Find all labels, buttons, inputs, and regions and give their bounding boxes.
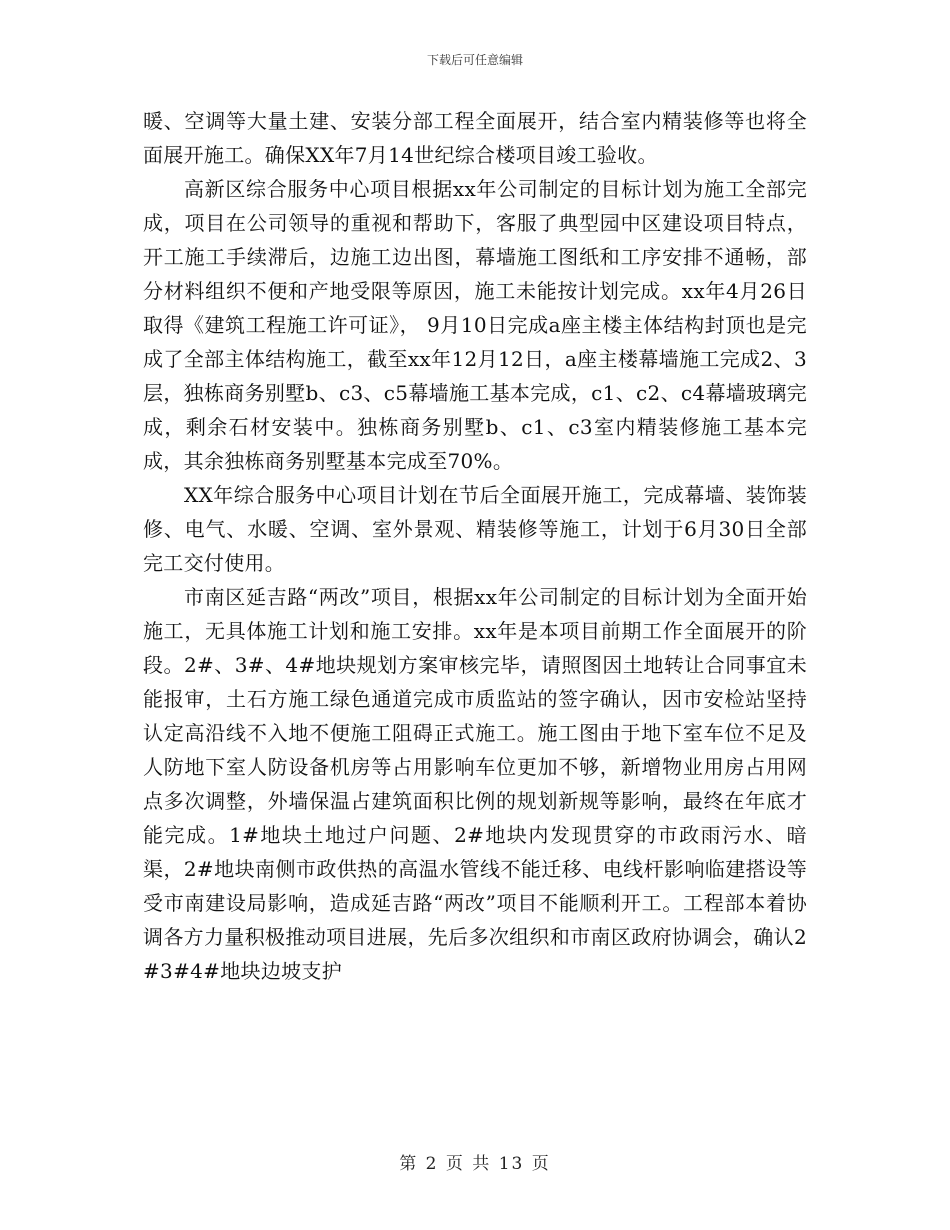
paragraph: 暖、空调等大量土建、安装分部工程全面展开，结合室内精装修等也将全面展开施工。确保XX年7月14世纪综合楼项目竣工验收。 [143,109,807,167]
document-body [143,104,807,988]
page-header-note: 下载后可任意编辑 [426,53,523,67]
paragraph: 市南区延吉路“两改”项目，根据xx年公司制定的目标计划为全面开始施工，无具体施工计划和施工安排。xx年是本项目前期工作全面展开的阶段。2#、3#、4#地块规划方案审核完毕，请照图因土地转让合同事宜未能报审，土石方施工绿色通道完成市质监站的签字确认，因市安检站坚持认定高沿线不入地不便施工阻碍正式施工。施工图由于地下室车位不足及人防地下室人防设备机房等占用影响车位更加不够，新增物业用房占用网点多次调整，外墙保温占建筑面积比例的规划新规等影响，最终在年底才能完成。1#地块土地过户问题、2#地块内发现贯穿的市政雨污水、暗渠，2#地块南侧市政供热的高温水管线不能迁移、电线杆影响临建搭设等受市南建设局影响，造成延吉路“两改”项目不能顺利开工。工程部本着协调各方力量积极推动项目进展，先后多次组织和市南区政府协调会，确认2#3#4#地块边坡支护 [143,585,807,983]
paragraph: XX年综合服务中心项目计划在节后全面展开施工，完成幕墙、装饰装修、电气、水暖、空调、室外景观、精装修等施工，计划于6月30日全部完工交付使用。 [143,483,807,575]
page-number: 第 2 页 共 13 页 [399,1154,551,1174]
paragraph: 高新区综合服务中心项目根据xx年公司制定的目标计划为施工全部完成，项目在公司领导的重视和帮助下，客服了典型园中区建设项目特点，开工施工手续滞后，边施工边出图，幕墙施工图纸和工序安排不通畅，部分材料组织不便和产地受限等原因，施工未能按计划完成。xx年4月26日取得《建筑工程施工许可证》， 9月10日完成a座主楼主体结构封顶也是完成了全部主体结构施工，截至xx年12月12日，a座主楼幕墙施工完成2、3层，独栋商务别墅b、c3、c5幕墙施工基本完成，c1、c2、c4幕墙玻璃完成，剩余石材安装中。独栋商务别墅b、c1、c3室内精装修施工基本完成，其余独栋商务别墅基本完成至70%。 [143,177,807,473]
